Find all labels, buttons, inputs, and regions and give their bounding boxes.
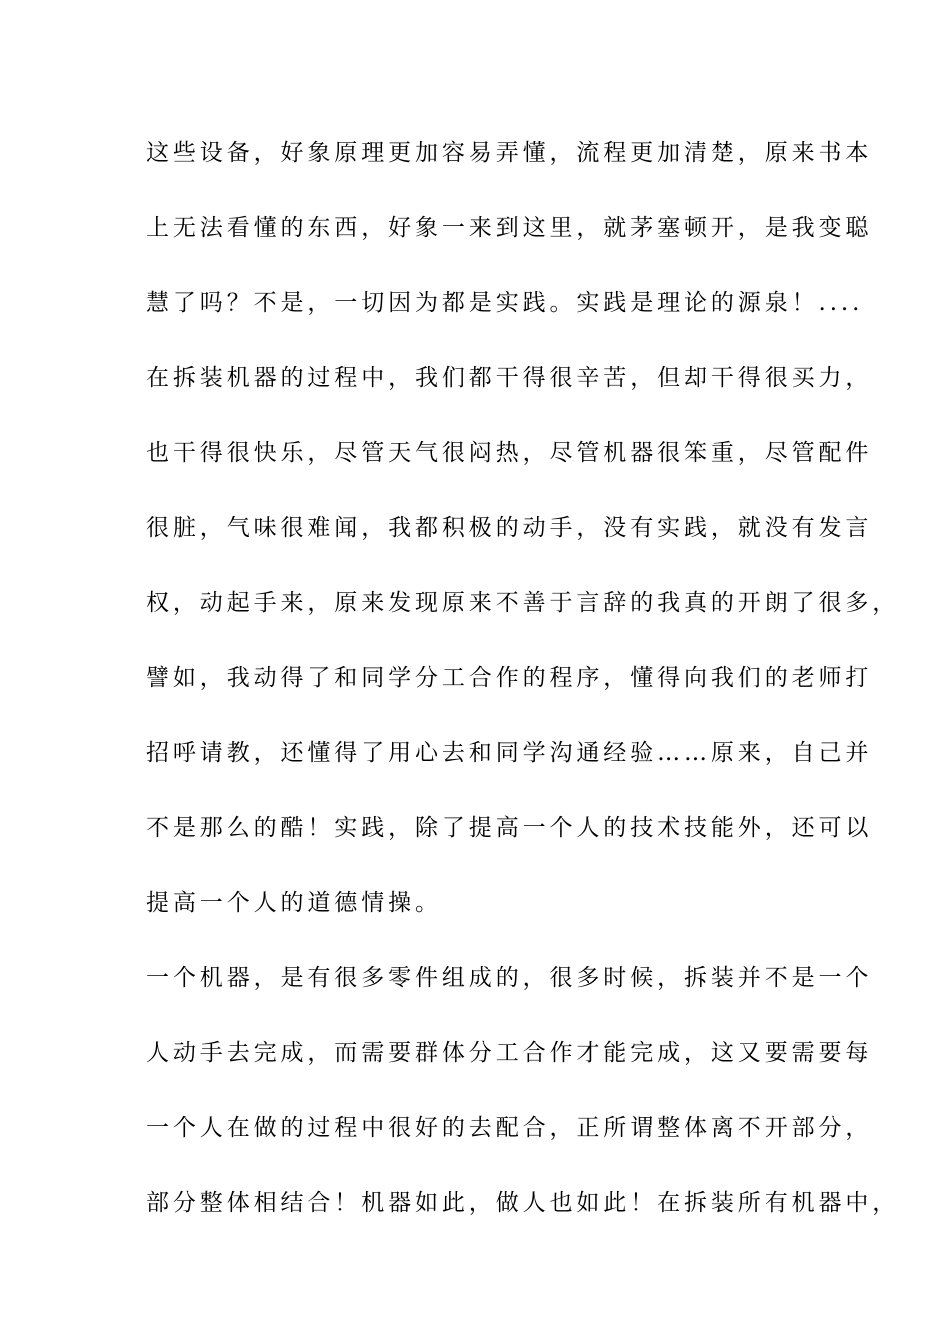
text-line: 譬如，我动得了和同学分工合作的程序，懂得向我们的老师打 [146,665,873,691]
text-line: 部分整体相结合！机器如此，做人也如此！在拆装所有机器中， [146,1190,900,1216]
text-line: 一个机器，是有很多零件组成的，很多时候，拆装并不是一个 [146,965,873,991]
body-text [146,130,900,1255]
text-line: 提高一个人的道德情操。 [146,890,442,916]
text-line: 也干得很快乐，尽管天气很闷热，尽管机器很笨重，尽管配件 [146,440,873,466]
text-line: 慧了吗？不是，一切因为都是实践。实践是理论的源泉！.... [146,290,864,316]
text-line: 在拆装机器的过程中，我们都干得很辛苦，但却干得很买力， [146,365,873,391]
text-line: 招呼请教，还懂得了用心去和同学沟通经验……原来，自己并 [146,740,873,766]
text-line: 人动手去完成，而需要群体分工合作才能完成，这又要需要每 [146,1040,873,1066]
text-line: 这些设备，好象原理更加容易弄懂，流程更加清楚，原来书本 [146,140,873,166]
text-line: 很脏，气味很难闻，我都积极的动手，没有实践，就没有发言 [146,515,873,541]
text-line: 上无法看懂的东西，好象一来到这里，就茅塞顿开，是我变聪 [146,215,873,241]
text-line: 一个人在做的过程中很好的去配合，正所谓整体离不开部分， [146,1115,873,1141]
text-line: 不是那么的酷！实践，除了提高一个人的技术技能外，还可以 [146,815,873,841]
text-line: 权，动起手来，原来发现原来不善于言辞的我真的开朗了很多， [146,590,900,616]
